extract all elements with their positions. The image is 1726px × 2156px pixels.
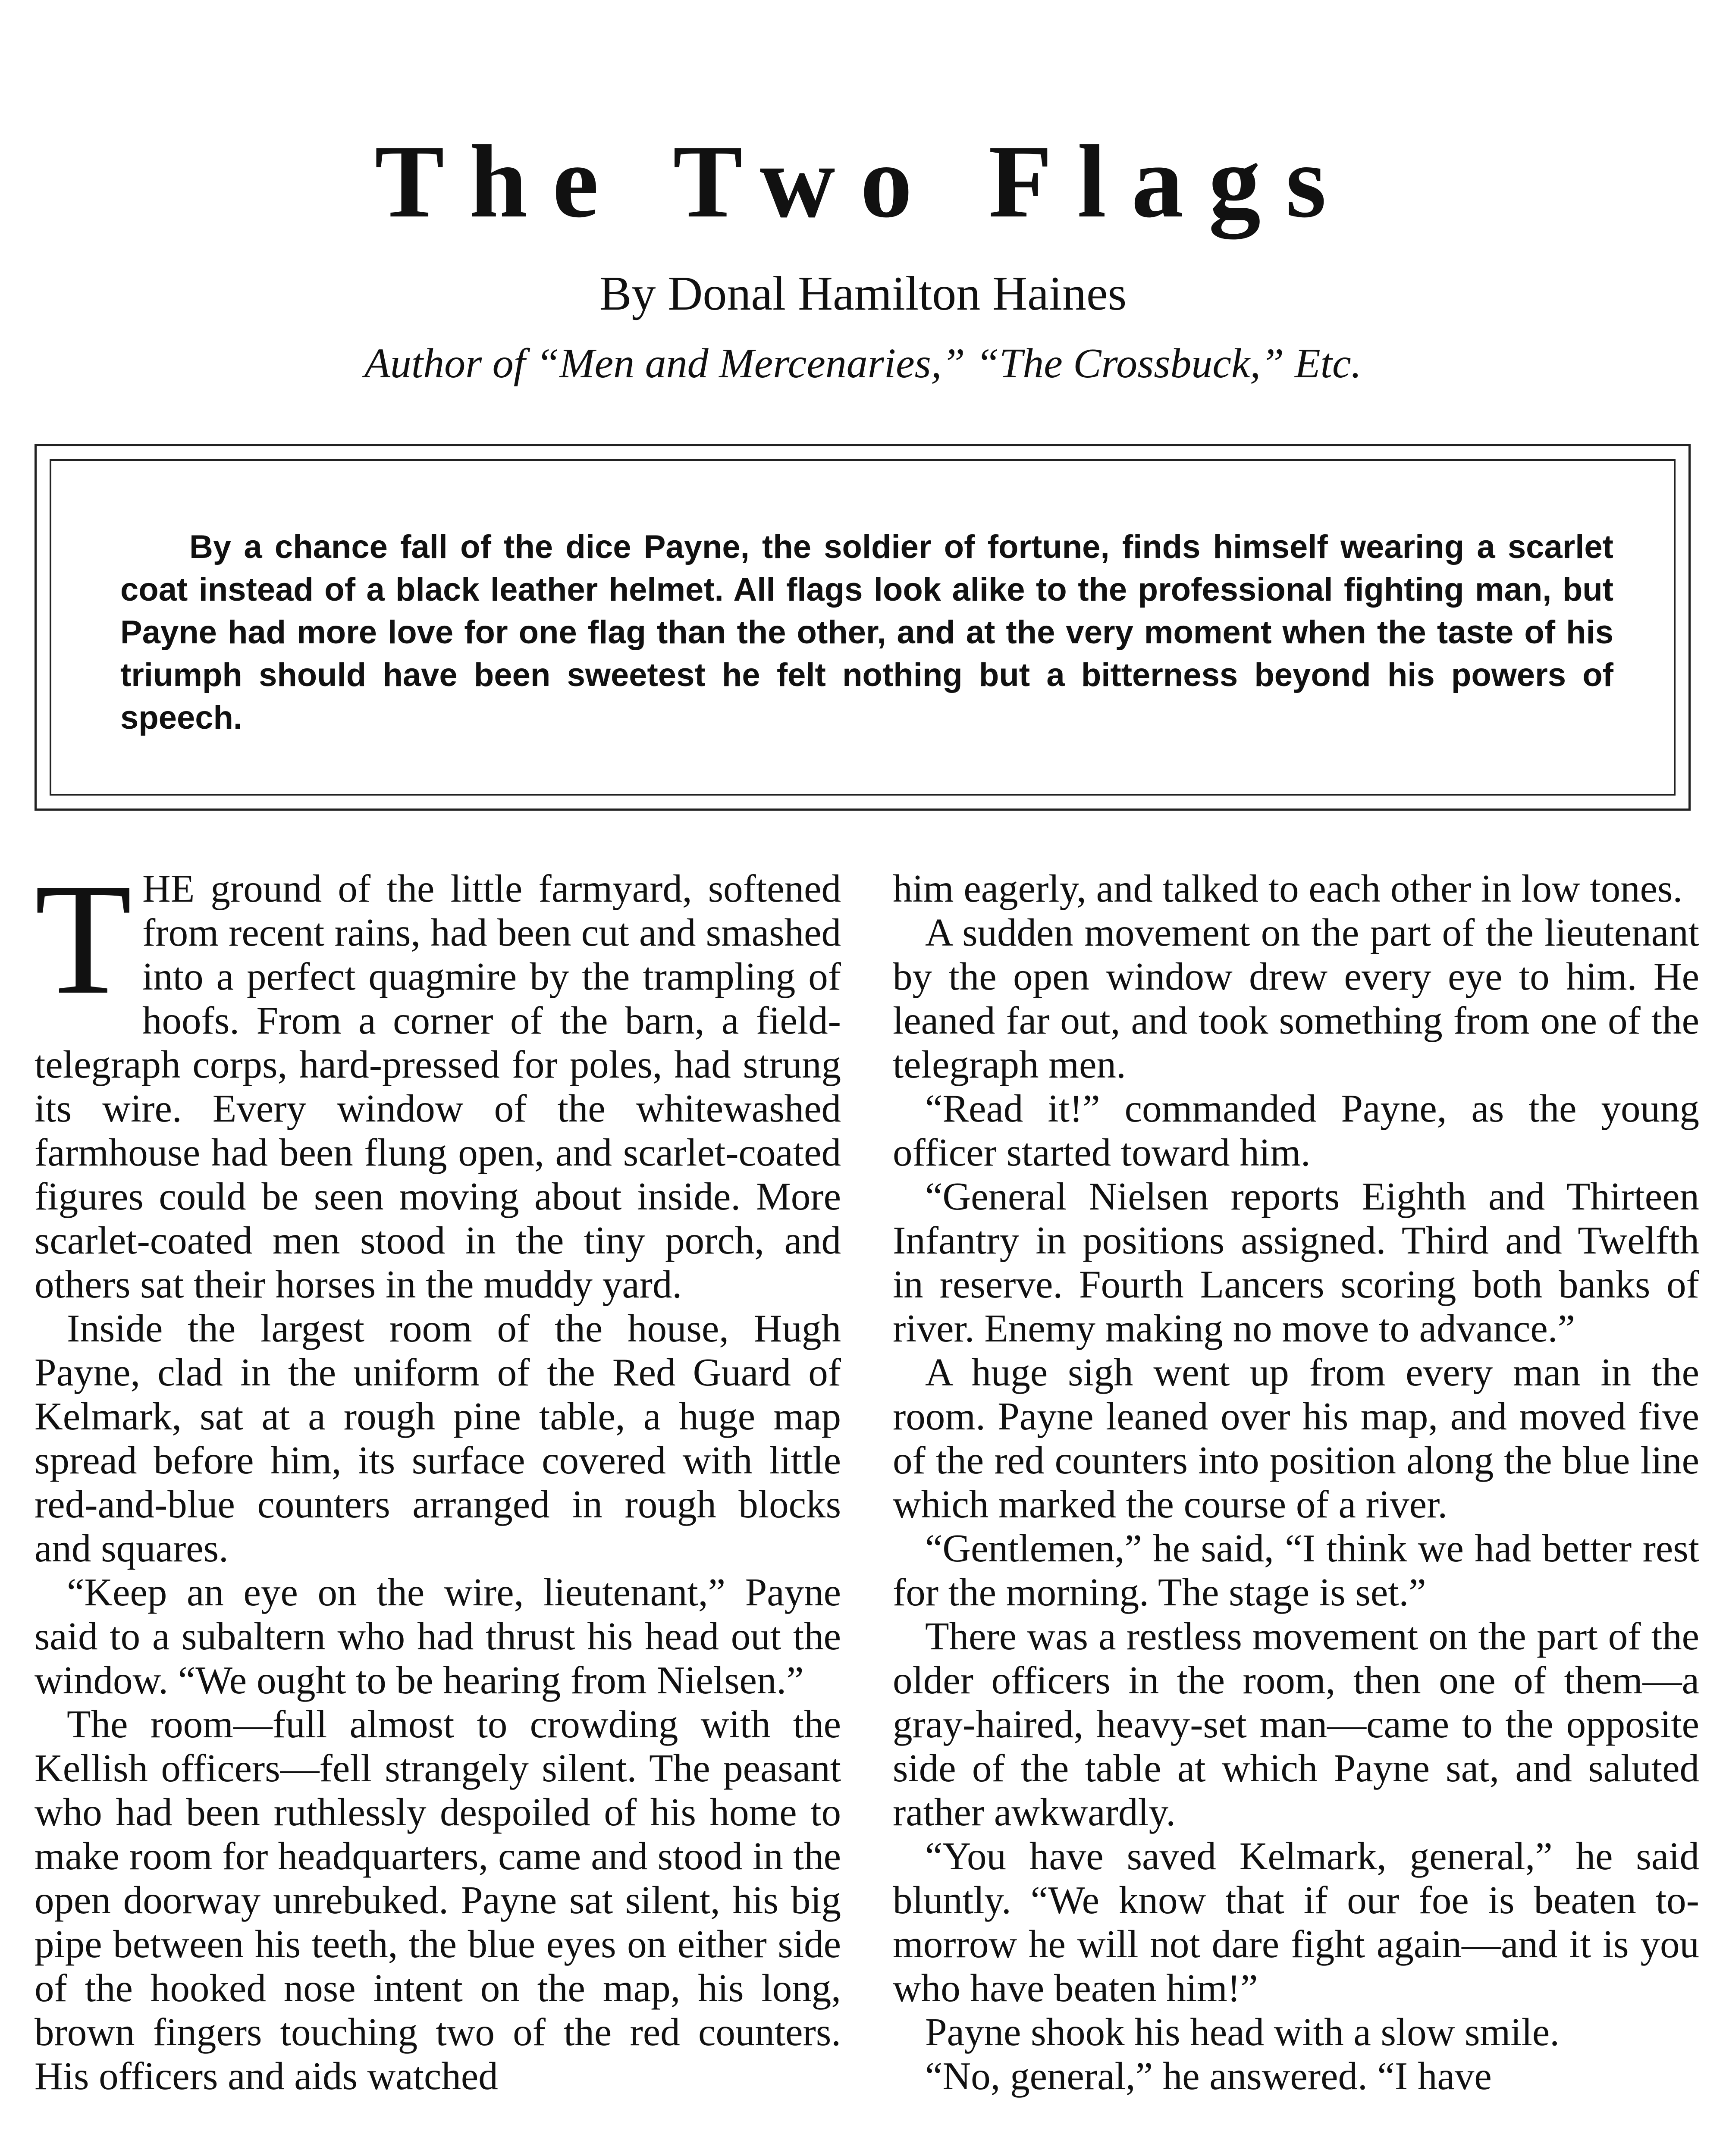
story-paragraph xyxy=(35,867,841,1307)
byline: By Donal Hamilton Haines xyxy=(599,267,1127,320)
page-title: The Two Flags xyxy=(374,124,1352,239)
story-column-left xyxy=(35,867,841,2156)
synopsis-text: By a chance fall of the dice Payne, the soldier of fortune, finds himself wearing a scarlet coat instead of a black leather helmet. All flags look alike to the professional fighting man, but Payne had more love for one flag than the other, and at the very moment when the taste of his triumph should have been sweetest he felt nothing but a bitterness beyond his powers of speech. xyxy=(120,529,1613,736)
story-paragraph-text: HE ground of the little farmyard, softened from recent rains, had been cut and smashed into a perfect quagmire by the trampling of hoofs. From a corner of the barn, a field-telegraph corps, hard-pressed for poles, had strung its wire. Every window of the whitewashed farmhouse had been flung open, and scarlet-coated figures could be seen moving about inside. More scarlet-coated men stood in the tiny porch, and others sat their horses in the muddy yard. xyxy=(35,867,841,1306)
story-paragraph: The room—full almost to crowding with the Kellish officers—fell strangely silent. The peasant who had been ruthlessly despoiled of his home to make room for headquarters, came and stood in the open doorway unrebuked. Payne sat silent, his big pipe between his teeth, the blue eyes on either side of the hooked nose intent on the map, his long, brown fingers touching two of the red counters. His officers and aids watched xyxy=(35,1702,841,2098)
story-column-right xyxy=(893,867,1699,2156)
story-paragraph: “Keep an eye on the wire, lieutenant,” Payne said to a subaltern who had thrust his head out the window. “We ought to be hearing from Nielsen.” xyxy=(35,1570,841,1702)
synopsis-box xyxy=(35,444,1691,811)
story-paragraph: A sudden movement on the part of the lieutenant by the open window drew every eye to him. He leaned far out, and took something from one of the telegraph men. xyxy=(893,911,1699,1086)
author-credit: Author of “Men and Mercenaries,” “The Crossbuck,” Etc. xyxy=(364,340,1362,387)
story-paragraph: Payne shook his head with a slow smile. xyxy=(925,2010,1560,2054)
story-paragraph: There was a restless movement on the part of the older officers in the room, then one of them—a gray-haired, heavy-set man—came to the opposite side of the table at which Payne sat, and saluted rather awkwardly. xyxy=(893,1614,1699,1834)
story-paragraph: “No, general,” he answered. “I have xyxy=(925,2054,1492,2098)
story-paragraph: A huge sigh went up from every man in the room. Payne leaned over his map, and moved five of the red counters into position along the blue line which marked the course of a river. xyxy=(893,1351,1699,1526)
story-paragraph: “Read it!” commanded Payne, as the young officer started toward him. xyxy=(893,1087,1699,1174)
story-paragraph: “You have saved Kelmark, general,” he said bluntly. “We know that if our foe is beaten to-morrow he will not dare fight again—and it is you who have beaten him!” xyxy=(893,1834,1699,2010)
story-paragraph: “Gentlemen,” he said, “I think we had better rest for the morning. The stage is set.” xyxy=(893,1526,1699,1614)
story-paragraph-continued: him eagerly, and talked to each other in low tones. xyxy=(893,867,1683,910)
synopsis-inner-frame xyxy=(50,459,1676,796)
drop-cap: T xyxy=(35,867,132,1028)
story-paragraph: “General Nielsen reports Eighth and Thirteen Infantry in positions assigned. Third and Twelfth in reserve. Fourth Lancers scoring both banks of river. Enemy making no move to advance.” xyxy=(893,1175,1699,1350)
story-paragraph: Inside the largest room of the house, Hugh Payne, clad in the uniform of the Red Guard of Kelmark, sat at a rough pine table, a huge map spread before him, its surface covered with little red-and-blue counters arranged in rough blocks and squares. xyxy=(35,1307,841,1570)
